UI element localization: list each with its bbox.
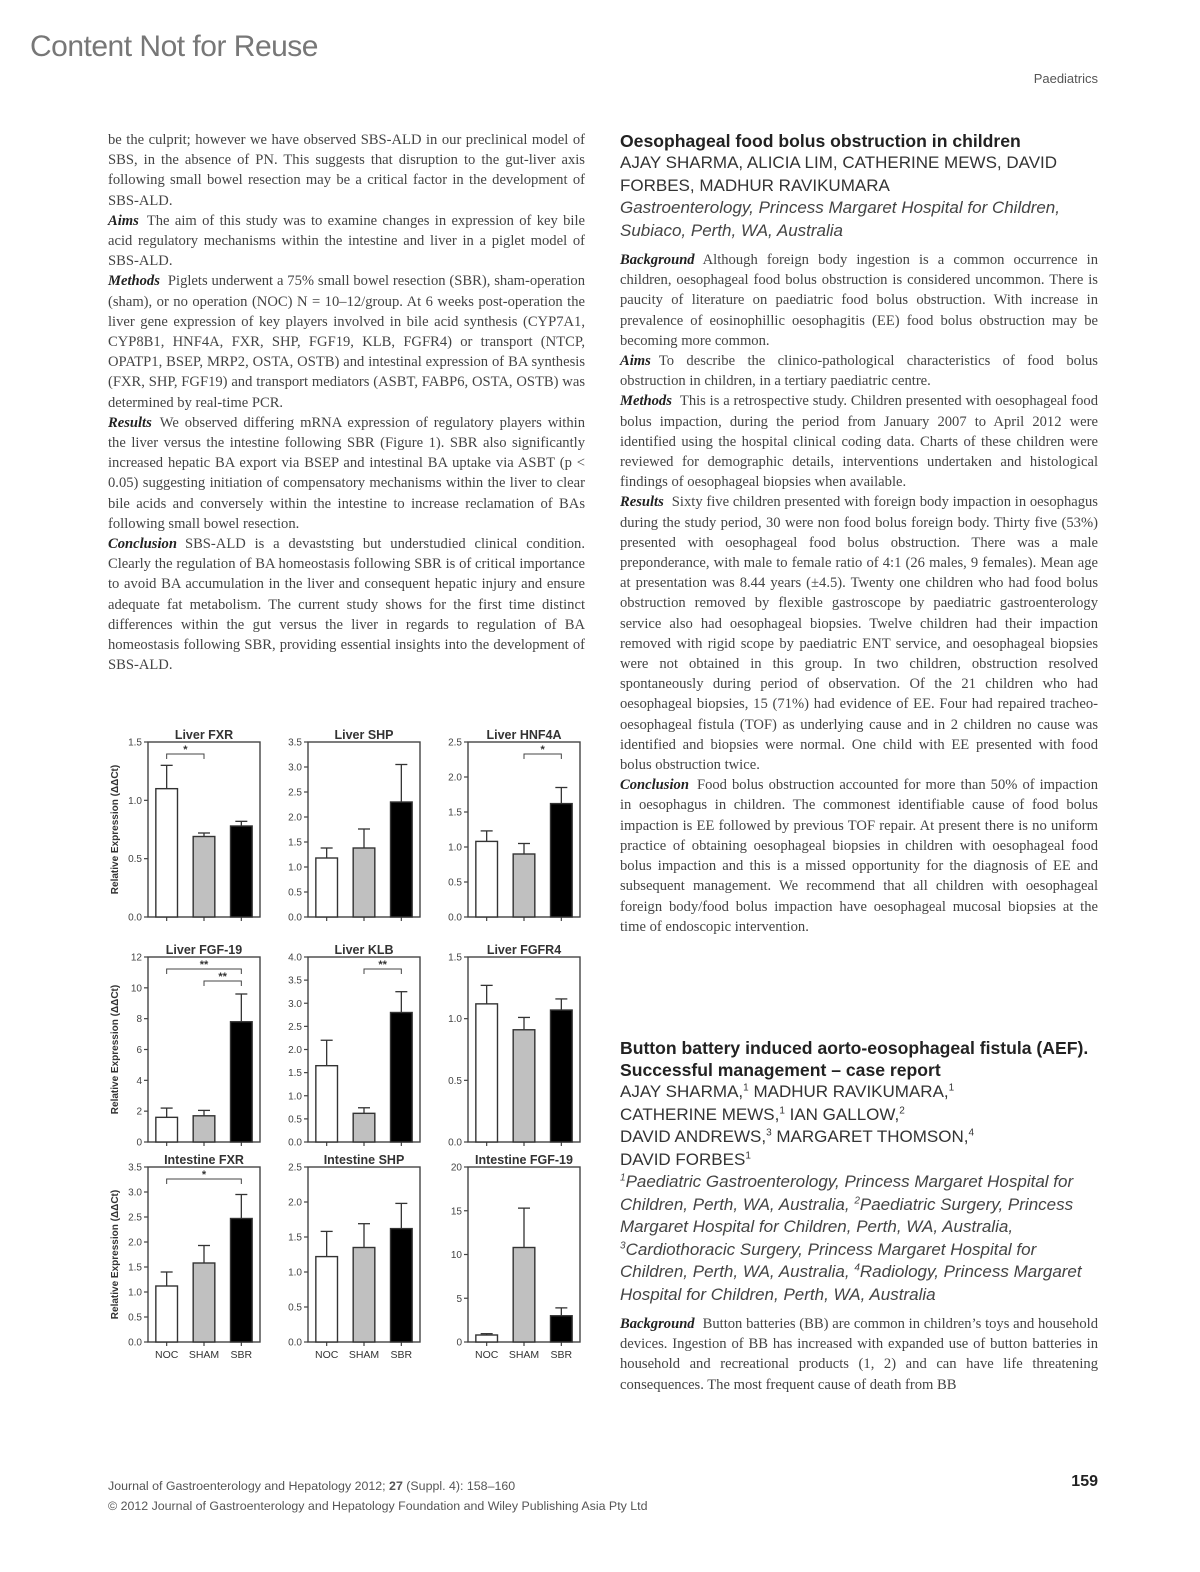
author-name: CATHERINE MEWS, [620,1104,780,1124]
results-text: Sixty five children presented with foreign body impaction in oesophagus during the study period, 30 were non food bolus foreign body. Thirty five (53%) presented with oesophageal food bolus obstruction. There was a male preponderance, with male to female ratio of 4:1 (26 males, 9 females). Mean age at presentation was 8.44 years (±4.5). Twenty one children who had food bolus obstruction removed by flexible gastroscope by paediatric gastroenterology service also had oesophageal biopsies. Twelve children had their impaction removed with rigid scope by paediatric ENT service, and oesophageal biopsies were not obtained in this group. In two children, obstruction resolved spontaneously during period of observation. Of the 21 children who had oesophageal biopsies, 15 (71%) had evidence of EE. Four had repaired tracheo-oesophageal fistula (TOF) as underlying cause and in 2 children no cause was identified and biopsies were normal. One child with EE presented with food bolus obstruction twice. [620,494,1098,774]
author-name: DAVID FORBES [620,1149,746,1169]
y-tick-label: 8 [136,1014,142,1026]
y-tick-label: 0.5 [288,1302,302,1314]
y-tick-label: 2.0 [448,772,462,784]
chart-panel-liver-klb [288,943,420,1149]
aims-paragraph [108,211,585,272]
citation-volume: 27 [389,1479,403,1493]
bar-sbr [551,1010,573,1142]
aims-label: Aims [108,212,139,229]
author-affiliation-marker: 1 [948,1082,955,1094]
y-tick-label: 2.0 [288,1045,302,1056]
x-tick-label: NOC [474,1349,499,1361]
y-tick-label: 4 [136,1075,142,1087]
x-tick-label: SBR [550,1349,573,1361]
affiliation-marker: 1 [620,1172,626,1184]
article-authors: AJAY SHARMA, ALICIA LIM, CATHERINE MEWS, DAVID FORBES, MADHUR RAVIKUMARA [620,153,1058,195]
x-tick-label: SBR [390,1349,413,1361]
y-tick-label: 0.0 [288,1337,302,1349]
y-tick-label: 1.0 [448,1014,462,1026]
aims-label: Aims [620,353,651,370]
y-tick-label: 2.5 [128,1212,142,1224]
copyright: © 2012 Journal of Gastroenterology and Hepatology Foundation and Wiley Publishing Asia Pty Ltd [108,1499,648,1513]
author-affiliation-marker: 2 [899,1104,905,1116]
background-paragraph [620,1314,1098,1395]
bar-sham [353,1248,375,1343]
bar-sham [353,1113,375,1142]
y-tick-label: 2 [136,1106,142,1118]
chart-panel-intestine-fgf-19 [451,1153,580,1361]
affiliation-text: Paediatric Gastroenterology, Princess Margaret Hospital for Children, Perth, WA, Australia, [620,1172,1074,1214]
bar-sbr [231,1219,253,1343]
methods-paragraph [620,391,1098,492]
author-affiliation-marker: 4 [968,1127,975,1139]
conclusion-paragraph [108,534,585,675]
results-paragraph [620,492,1098,775]
y-tick-label: 5 [456,1293,462,1305]
significance-label: * [183,744,188,756]
y-tick-label: 0.0 [448,1137,462,1149]
author-name: MADHUR RAVIKUMARA, [753,1082,949,1101]
y-tick-label: 0.0 [128,912,142,924]
chart-title: Liver HNF4A [486,728,562,742]
y-tick-label: 0.5 [128,1312,142,1324]
y-tick-label: 0.5 [288,1114,302,1126]
y-tick-label: 1.0 [288,1091,302,1103]
y-tick-label: 15 [450,1206,462,1218]
chart-title: Liver SHP [334,728,394,742]
y-tick-label: 6 [136,1045,142,1056]
y-tick-label: 3.5 [128,1162,142,1174]
y-tick-label: 1.5 [448,952,462,964]
bar-sham [193,837,215,918]
chart-panel-liver-hnf4a [448,728,580,924]
y-axis-label: Relative Expression (ΔΔCt) [110,1189,121,1320]
article-authors [620,1081,1098,1171]
y-tick-label: 12 [130,952,142,964]
figure-bar-charts [100,722,600,1372]
aims-paragraph [620,351,1098,391]
background-text: Button batteries (BB) are common in children’s toys and household devices. Ingestion of BB has increased with expanded use of button batteries in household and recreational products (1, 2) and can have life threatening consequences. The most frequent cause of death from BB [620,1316,1098,1393]
y-tick-label: 1.0 [128,795,142,807]
affiliation-marker: 4 [854,1262,860,1274]
bar-noc [476,1004,498,1142]
chart-panel-liver-fxr [110,728,260,924]
y-tick-label: 1.5 [128,737,142,749]
affiliation-marker: 2 [854,1194,860,1206]
bar-noc [476,841,498,917]
bar-sham [353,848,375,917]
y-tick-label: 3.0 [128,1187,142,1199]
background-paragraph [620,250,1098,351]
chart-panel-liver-shp [288,728,420,924]
left-column [108,130,585,675]
x-tick-label: SHAM [188,1349,220,1361]
chart-title: Liver FXR [174,728,234,742]
y-tick-label: 3.0 [288,998,302,1010]
y-tick-label: 0.0 [288,1137,302,1149]
results-label: Results [108,414,152,431]
section-label: Paediatrics [1033,71,1098,86]
y-tick-label: 3.0 [288,762,302,774]
y-tick-label: 1.5 [128,1262,142,1274]
conclusion-label: Conclusion [108,536,177,553]
bar-sbr [391,1013,413,1143]
y-tick-label: 1.5 [288,837,302,849]
y-tick-label: 0.0 [288,912,302,924]
conclusion-text: Food bolus obstruction accounted for more than 50% of impaction in oesophagus in children. The commonest identifiable cause of food bolus impaction is EE followed by previous TOF repair. At present there is no uniform practice of obtaining oesophageal biopsies in children with oesophageal food bolus impaction and this is a missed opportunity for the diagnosis of EE and subsequent management. We recommend that all children with oesophageal foreign body/food bolus impaction have oesophageal mucosal biopsies at the time of endoscopic intervention. [620,777,1098,935]
bar-noc [316,1066,338,1142]
significance-label: * [540,744,545,756]
chart-title: Liver FGF-19 [165,943,243,957]
author-name: IAN GALLOW, [789,1104,900,1124]
results-text: We observed differing mRNA expression of regulatory players within the liver versus the intestine following SBR (Figure 1). SBR also significantly increased hepatic BA export via BSEP and intestinal BA uptake via ASBT (p < 0.05) suggesting initiation of compensatory mechanisms within the liver to clear bile acids and conversely within the intestine to increase reclamation of BAs following small bowel resection. [108,414,585,532]
y-tick-label: 2.0 [288,1197,302,1209]
author-affiliation-marker: 1 [779,1104,785,1116]
x-tick-label: NOC [314,1349,339,1361]
significance-label: ** [199,959,209,971]
y-tick-label: 1.0 [288,1267,302,1279]
bar-sham [513,854,535,917]
author-name: DAVID ANDREWS, [620,1127,767,1146]
bar-sham [193,1116,215,1142]
bar-noc [156,1117,178,1142]
bar-noc [316,858,338,917]
bar-sbr [551,1316,573,1342]
y-tick-label: 3.5 [288,975,302,987]
background-label: Background [620,1316,695,1332]
watermark: Content Not for Reuse [30,30,318,63]
background-text: Although foreign body ingestion is a common occurrence in children, oesophageal food bolus obstruction is considered uncommon. There is paucity of literature on paediatric food bolus obstruction. With increase in prevalence of eosinophillic oesophagitis (EE) food bolus obstruction may be becoming more common. [620,252,1098,349]
y-axis-label: Relative Expression (ΔΔCt) [110,764,121,895]
chart-title: Liver FGFR4 [486,943,562,957]
significance-label: ** [218,971,227,983]
y-tick-label: 2.0 [128,1237,142,1249]
y-tick-label: 0.0 [128,1337,142,1349]
aims-text: The aim of this study was to examine changes in expression of key bile acid regulatory mechanisms within the intestine and liver in a piglet model of SBS-ALD. [108,212,585,270]
bar-noc [156,789,178,917]
citation-text: Journal of Gastroenterology and Hepatology 2012; [108,1479,390,1493]
bar-noc [476,1335,498,1342]
author-name: AJAY SHARMA, [620,1082,744,1101]
chart-title: Intestine SHP [323,1153,405,1167]
significance-label: ** [378,959,387,971]
y-axis-label: Relative Expression (ΔΔCt) [110,984,121,1115]
bar-sbr [391,1229,413,1342]
page-number: 159 [1071,1473,1098,1490]
y-tick-label: 0 [456,1337,462,1349]
y-tick-label: 10 [450,1250,462,1261]
x-tick-label: SHAM [348,1349,380,1361]
y-tick-label: 0.5 [128,854,142,866]
y-tick-label: 1.5 [288,1232,302,1244]
author-affiliation-marker: 1 [745,1149,751,1161]
chart-title: Intestine FGF-19 [475,1153,573,1167]
article-affiliation: Gastroenterology, Princess Margaret Hospital for Children, Subiaco, Perth, WA, Australia [620,198,1060,240]
y-tick-label: 1.5 [448,807,462,819]
conclusion-text: SBS-ALD is a devaststing but understudied clinical condition. Clearly the regulation of BA homeostasis following SBR is of critical importance to avoid BA accumulation in the liver and consequent hepatic injury and ensure adequate fat metabolism. The current study shows for the first time distinct differences within the gut versus the liver in regards to regulation of BA homeostasis following SBR, providing essential insights into the development of SBS-ALD. [108,536,585,674]
author-affiliation-marker: 1 [743,1082,749,1094]
conclusion-paragraph [620,775,1098,937]
chart-title: Liver KLB [334,943,394,957]
bar-noc [156,1286,178,1342]
chart-title: Intestine FXR [164,1153,244,1167]
y-tick-label: 0.5 [448,1075,462,1087]
bar-noc [316,1257,338,1342]
y-tick-label: 1.0 [128,1287,142,1299]
intro-paragraph: be the culprit; however we have observed SBS-ALD in our preclinical model of SBS, in the absence of PN. This suggests that disruption to the gut-liver axis following small bowel resection may be a critical factor in the development of SBS-ALD. [108,132,585,209]
chart-panel-intestine-fxr [110,1153,260,1361]
x-tick-label: SBR [230,1349,253,1361]
bar-sbr [391,802,413,917]
y-tick-label: 4.0 [288,952,302,964]
methods-text: This is a retrospective study. Children presented with oesophageal food bolus impaction, during the period from January 2007 to April 2012 were identified using the hospital clinical coding data. Charts of these children were reviewed for demographic details, interventions undertaken and histological findings of oesophageal biopsies when available. [620,393,1098,491]
y-tick-label: 0.5 [448,877,462,889]
x-tick-label: SHAM [508,1349,540,1361]
y-tick-label: 2.5 [288,1162,302,1174]
journal-citation [108,1476,648,1496]
methods-label: Methods [108,273,160,290]
affiliation-text: Radiology, Princess Margaret Hospital for Children, Perth, WA, Australia [620,1262,1082,1304]
y-tick-label: 10 [130,983,142,995]
background-label: Background [620,252,695,268]
y-tick-label: 2.5 [448,737,462,749]
y-tick-label: 2.5 [288,787,302,799]
y-tick-label: 0.5 [288,887,302,899]
bar-sbr [231,1022,253,1142]
chart-panel-intestine-shp [288,1153,420,1361]
y-tick-label: 20 [450,1162,462,1174]
article-oesophageal-food-bolus [620,130,1098,937]
significance-label: * [201,1169,207,1181]
conclusion-label: Conclusion [620,777,689,794]
aims-text: To describe the clinico-pathological characteristics of food bolus obstruction in children, in a tertiary paediatric centre. [620,353,1098,390]
author-affiliation-marker: 3 [766,1127,772,1139]
article-title: Oesophageal food bolus obstruction in children [620,131,1021,151]
citation-pages: (Suppl. 4): 158–160 [402,1479,516,1493]
author-name: MARGARET THOMSON, [776,1127,969,1146]
y-tick-label: 1.0 [288,862,302,874]
y-tick-label: 0.0 [448,912,462,924]
methods-text: Piglets underwent a 75% small bowel resection (SBR), sham-operation (sham), or no operation (NOC) N = 10–12/group. At 6 weeks post-operation the liver gene expression of key players involved in bile acid synthesis (CYP7A1, CYP8B1, HNF4A, FXR, SHP, FGF19, KLB, FGFR4) or transport (NTCP, OPATP1, BSEP, MRP2, OSTA, OSTB) and intestinal expression of BA synthesis (FXR, SHP, FGF19) and transport mediators (ASBT, FABP6, OSTA, OSTB) was determined by real-time PCR. [108,273,585,411]
article-affiliations [620,1171,1098,1306]
affiliation-marker: 3 [620,1239,626,1251]
bar-sham [513,1030,535,1142]
results-paragraph [108,413,585,534]
y-tick-label: 1.5 [288,1068,302,1080]
article-title: Button battery induced aorto-eosophageal fistula (AEF). Successful management – case report [620,1038,1089,1080]
y-tick-label: 3.5 [288,737,302,749]
bar-sham [513,1248,535,1343]
bar-sbr [231,826,253,917]
methods-label: Methods [620,393,672,410]
article-button-battery [620,1037,1098,1395]
y-tick-label: 2.0 [288,812,302,824]
y-tick-label: 2.5 [288,1021,302,1033]
y-tick-label: 0 [136,1137,142,1149]
bar-sham [193,1263,215,1342]
affiliation-text: Paediatric Surgery, Princess Margaret Hospital for Children, Perth, WA, Australia, [620,1194,1074,1236]
page-footer [108,1476,648,1516]
methods-paragraph [108,271,585,412]
x-tick-label: NOC [154,1349,179,1361]
chart-panel-liver-fgf-19 [110,943,260,1149]
affiliation-text: Cardiothoracic Surgery, Princess Margaret Hospital for Children, Perth, WA, Australia, [620,1239,1037,1281]
bar-sbr [551,804,573,917]
results-label: Results [620,494,664,511]
chart-panel-liver-fgfr4 [448,943,580,1149]
y-tick-label: 1.0 [448,842,462,854]
